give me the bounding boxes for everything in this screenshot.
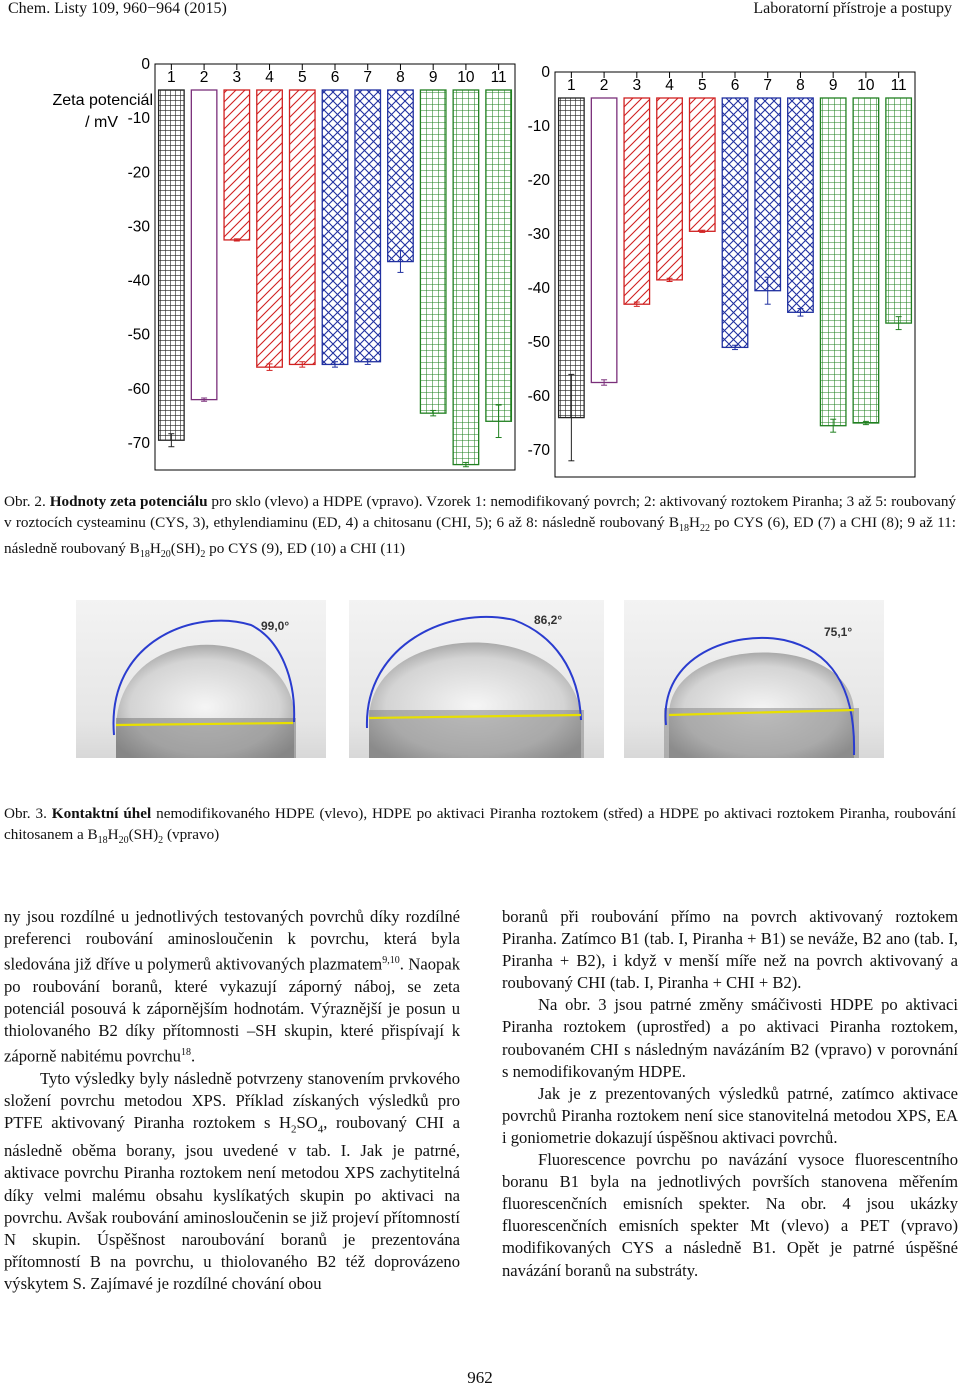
figure-2-caption: Obr. 2. Hodnoty zeta potenciálu pro sklo (vlevo) a HDPE (vpravo). Vzorek 1: nemodifikovaný povrch; 2: aktivovaný roztokem Piranha; 3 až 5: roubovaný v roztocích cysteaminu (CYS, 3), ethylendiaminu (ED, 4) a chitosanu (CHI, 5); 6 až 8: následně roubovaný $B_{18}H_{22}$ po CYS (6), ED (7) a CHI (8); 9 až 11: následně roubovaný $B_{18}H_{20}(SH)_2$ po CYS (9), ED (10) a CHI (11) (4, 493, 957, 561)
x-tick-label: 7 (763, 77, 773, 94)
y-tick-label: -40 (527, 280, 550, 297)
y-axis-label-line1: Zeta potenciál (52, 92, 153, 109)
journal-header: Chem. Listy 109, 960−964 (2015) (8, 0, 227, 17)
angle-label-right: 75,1° (824, 625, 853, 639)
chart-hdpe (528, 64, 915, 477)
bar (420, 90, 446, 413)
bar (820, 98, 846, 426)
x-tick-label: 10 (857, 77, 875, 94)
y-tick-label: 0 (141, 56, 150, 73)
y-axis-label-line2: / mV (85, 114, 118, 131)
x-tick-label: 1 (167, 69, 176, 86)
right-text-column (502, 906, 958, 1282)
y-tick-label: -60 (527, 388, 550, 405)
bar (722, 98, 748, 347)
right-paragraph-2: Na obr. 3 jsou patrné změny smáčivosti HDPE po aktivaci Piranha roztokem (uprostřed) a po aktivaci Piranha roztokem, roubovaném CHI s následným navázáním B2 (vpravo) v porovnání s nemodifikovaným HDPE. (502, 995, 958, 1081)
bar (257, 90, 283, 367)
x-tick-label: 11 (890, 77, 907, 94)
bar (191, 90, 217, 400)
y-tick-label: -10 (527, 118, 550, 135)
y-tick-label: -20 (127, 164, 150, 182)
section-header: Laboratorní přístroje a postupy (753, 0, 952, 17)
left-paragraph-2: Tyto výsledky byly následně potvrzeny stanovením prvkového složení povrchu metodou XPS. Příklad získaných výsledků pro PTFE aktivovaný Piranha roztokem s $H_2SO_4$, roubovaný CHI a následně oběma borany, jsou uvedené v tab. I. Jak je patrné, aktivace povrchu Piranha roztokem není metodou XPS zachytitelná díky velmi malému obsahu kyslíkatých skupin po aktivaci na povrchu. Avšak roubování aminosloučenin se již projeví přítomností N skupin. Úspěšnost naroubování boranů je prezentována přítomností B na povrchu, u thiolovaného B2 též doprovázeno výskytem S. Zajímavé je rozdílné chování obou (4, 1068, 460, 1293)
bar (624, 98, 650, 304)
bar (853, 98, 879, 423)
x-tick-label: 5 (697, 77, 707, 94)
x-tick-label: 3 (632, 77, 642, 94)
chart-glass (128, 56, 515, 470)
y-tick-label: -30 (527, 226, 550, 243)
angle-label-left: 99,0° (261, 619, 290, 633)
bar (290, 90, 316, 364)
y-tick-label: -40 (127, 272, 150, 290)
bar (657, 98, 683, 280)
x-tick-label: 8 (396, 69, 405, 86)
zeta-potential-charts (0, 20, 960, 490)
bar (159, 90, 185, 440)
x-tick-label: 2 (599, 77, 609, 94)
bar (559, 98, 585, 418)
y-tick-label: -70 (127, 434, 150, 452)
y-tick-label: -20 (527, 172, 550, 189)
bar (388, 90, 414, 262)
contact-angle-photo-center (349, 600, 604, 758)
bar (486, 90, 512, 421)
bar (322, 90, 348, 364)
figure-3-caption: Obr. 3. Kontaktní úhel nemodifikovaného HDPE (vlevo), HDPE po aktivaci Piranha roztokem (střed) a HDPE po aktivaci roztokem Piranha, roubování chitosanem a $B_{18}H_{20}(SH)_2$ (vpravo) (4, 805, 956, 846)
bar (788, 98, 814, 312)
x-tick-label: 5 (297, 69, 307, 86)
y-tick-label: 0 (541, 64, 550, 81)
x-tick-label: 2 (199, 69, 209, 86)
bar (224, 90, 250, 240)
right-paragraph-3: Jak je z prezentovaných výsledků patrné, zatímco aktivace povrchů Piranha roztokem není sice stanovitelná metodou XPS, EA i goniometrie dokazují úspěšnou aktivaci povrchů. (502, 1083, 958, 1147)
bar (690, 98, 716, 231)
y-tick-label: -30 (127, 218, 150, 236)
x-tick-label: 9 (828, 77, 838, 94)
x-tick-label: 6 (330, 69, 340, 86)
x-tick-label: 1 (567, 77, 576, 94)
bar (591, 98, 617, 383)
angle-label-center: 86,2° (534, 613, 563, 627)
y-tick-label: -50 (127, 326, 150, 344)
bar (355, 90, 381, 362)
x-tick-label: 11 (490, 69, 507, 86)
y-tick-label: -50 (527, 334, 550, 351)
x-tick-label: 3 (232, 69, 242, 86)
y-tick-label: -60 (127, 380, 150, 398)
left-text-column (4, 906, 460, 1295)
contact-angle-photo-right (624, 600, 884, 758)
x-tick-label: 6 (730, 77, 740, 94)
right-paragraph-1: boranů při roubování přímo na povrch aktivovaný roztokem Piranha. Zatímco B1 (tab. I, Piranha + B1) se neváže, B2 ano (tab. I, Piranha + B2), i když v menší míře než na povrch aktivovaný a roubovaný CHI (tab. I, Piranha + CHI + B2). (502, 907, 958, 993)
x-tick-label: 8 (796, 77, 805, 94)
page-number: 962 (467, 1368, 493, 1387)
x-tick-label: 9 (428, 69, 438, 86)
y-tick-label: -10 (127, 110, 150, 128)
left-paragraph-1: ny jsou rozdílné u jednotlivých testovaných povrchů díky rozdílné preferenci roubování aminosloučenin k povrchu, která byla sledována již dříve u polymerů aktivovaných plazmatem$^{9,10}$. Naopak po roubování boranů, které vykazují záporný náboj, se zeta potenciál posouvá k zápornějším hodnotám. Výraznější je posun u thiolovaného B2 díky přítomnosti –SH skupin, které přispívají k záporně nabitému povrchu$^{18}$. (4, 907, 460, 1066)
x-tick-label: 7 (363, 69, 373, 86)
x-tick-label: 4 (665, 77, 674, 94)
x-tick-label: 10 (457, 69, 475, 86)
bar (453, 90, 479, 465)
contact-angle-photo-left (76, 600, 326, 758)
bar (886, 98, 912, 323)
x-tick-label: 4 (265, 69, 274, 86)
y-tick-label: -70 (527, 442, 550, 459)
right-paragraph-4: Fluorescence povrchu po navázání vysoce fluorescentního boranu B1 byla na jednotlivých površích stanovena měřením fluorescenčních emisních spekter. Na obr. 4 jsou ukázky fluorescenčních emisních spekter Mt (vlevo) a PET (vpravo) modifikovaných CYS a následně B1. Opět je patrné úspěšné navázání boranů na substráty. (502, 1150, 958, 1280)
bar (755, 98, 781, 291)
